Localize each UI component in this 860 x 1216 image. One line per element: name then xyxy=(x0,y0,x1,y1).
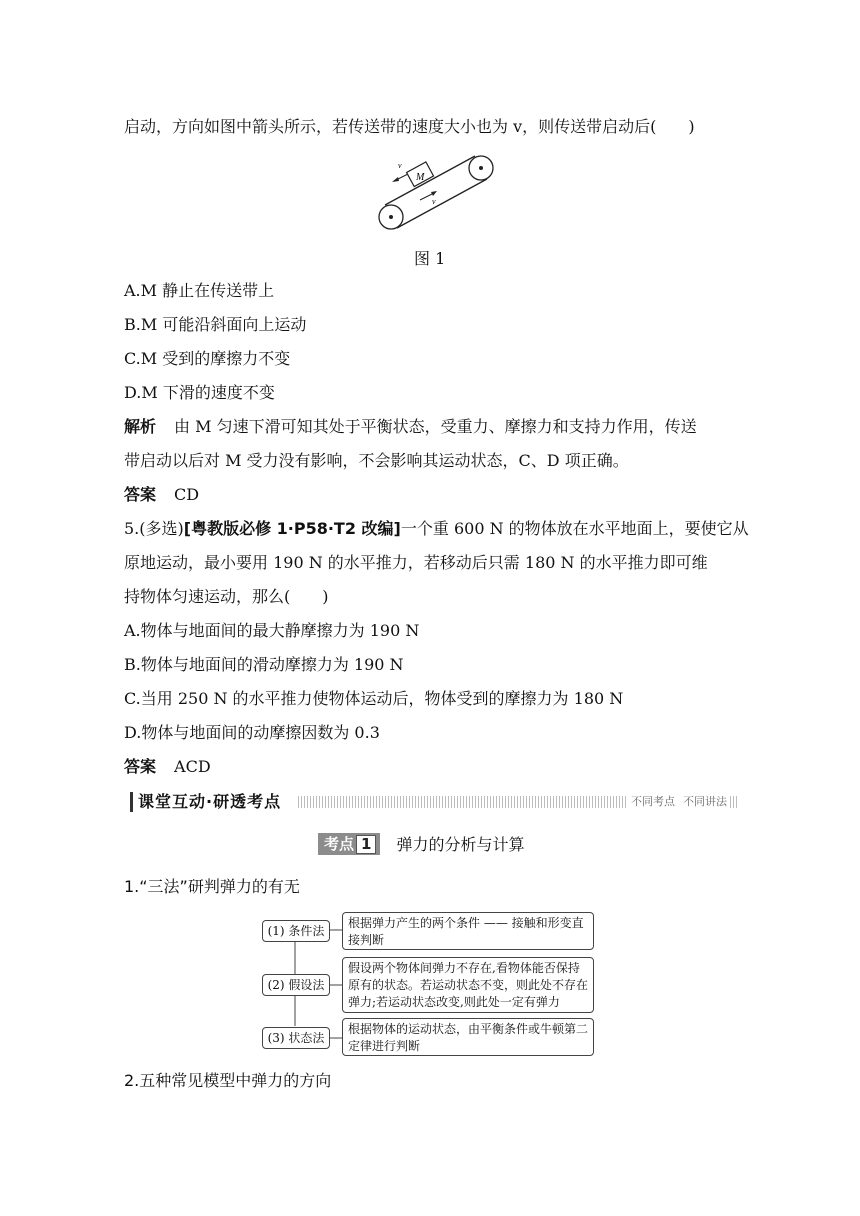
method-label-assumption: (2) 假设法 xyxy=(262,974,330,996)
subheading: 2.五种常见模型中弹力的方向 xyxy=(124,1071,332,1090)
answer-label: 答案 xyxy=(124,757,157,776)
question-stem-line: 持物体匀速运动，那么( ) xyxy=(124,587,329,606)
section-tag: 不同讲法 xyxy=(683,795,727,808)
method-desc-condition: 根据弹力产生的两个条件 —— 接触和形变直接判断 xyxy=(342,912,594,950)
section-tags xyxy=(628,793,730,811)
method-desc-assumption: 假设两个物体间弹力不存在,看物体能否保持原有的状态。若运动状态不变，则此处不存在弹力;若运动状态改变,则此处一定有弹力 xyxy=(342,957,594,1013)
analysis-label: 解析 xyxy=(124,417,157,436)
section-tag: 不同考点 xyxy=(631,795,675,808)
question-5-stem xyxy=(124,518,749,540)
option-c: C.M 受到的摩擦力不变 xyxy=(124,349,291,368)
option-a: A.M 静止在传送带上 xyxy=(124,281,275,300)
conveyor-belt-figure xyxy=(370,154,500,240)
analysis-text: 由 M 匀速下滑可知其处于平衡状态，受重力、摩擦力和支持力作用，传送 xyxy=(174,417,697,436)
option-b: B.物体与地面间的滑动摩擦力为 190 N xyxy=(124,655,404,674)
answer-label: 答案 xyxy=(124,485,157,504)
option-d: D.物体与地面间的动摩擦因数为 0.3 xyxy=(124,723,380,742)
question-stem-text: 一个重 600 N 的物体放在水平地面上，要使它从 xyxy=(400,519,749,538)
option-c: C.当用 250 N 的水平推力使物体运动后，物体受到的摩擦力为 180 N xyxy=(124,689,624,708)
method-desc-state: 根据物体的运动状态，由平衡条件或牛顿第二定律进行判断 xyxy=(342,1018,594,1056)
three-methods-diagram xyxy=(262,910,602,1058)
velocity-label-top: v xyxy=(398,161,402,170)
topic-badge-number: 1 xyxy=(356,835,376,854)
option-b: B.M 可能沿斜面向上运动 xyxy=(124,315,307,334)
analysis-text-cont: 带启动以后对 M 受力没有影响，不会影响其运动状态，C、D 项正确。 xyxy=(124,451,629,470)
answer-line xyxy=(124,756,211,778)
section-header-bar xyxy=(124,792,736,812)
option-a: A.物体与地面间的最大静摩擦力为 190 N xyxy=(124,621,420,640)
answer-value: CD xyxy=(174,485,200,504)
answer-line xyxy=(124,484,199,506)
topic-title: 弹力的分析与计算 xyxy=(396,835,525,854)
section-title: 课堂互动·研透考点 xyxy=(130,792,281,812)
subheading: 1.“三法”研判弹力的有无 xyxy=(124,877,300,896)
analysis-line xyxy=(124,416,697,438)
topic-heading xyxy=(318,832,524,856)
option-d: D.M 下滑的速度不变 xyxy=(124,383,275,402)
topic-badge-label: 考点 xyxy=(324,834,355,853)
topic-badge xyxy=(318,833,380,855)
question-stem-line: 启动，方向如图中箭头所示，若传送带的速度大小也为 v，则传送带启动后( ) xyxy=(124,117,695,136)
method-label-condition: (1) 条件法 xyxy=(262,920,330,942)
method-label-state: (3) 状态法 xyxy=(262,1027,330,1049)
block-label: M xyxy=(416,172,425,183)
question-source: [粤教版必修 1·P58·T2 改编] xyxy=(183,519,401,538)
question-stem-line: 原地运动，最小要用 190 N 的水平推力，若移动后只需 180 N 的水平推力即可维 xyxy=(124,553,708,572)
figure-caption: 图 1 xyxy=(414,249,446,268)
answer-value: ACD xyxy=(174,757,211,776)
velocity-label-belt: v xyxy=(432,197,436,206)
question-number: 5.(多选) xyxy=(124,519,184,538)
